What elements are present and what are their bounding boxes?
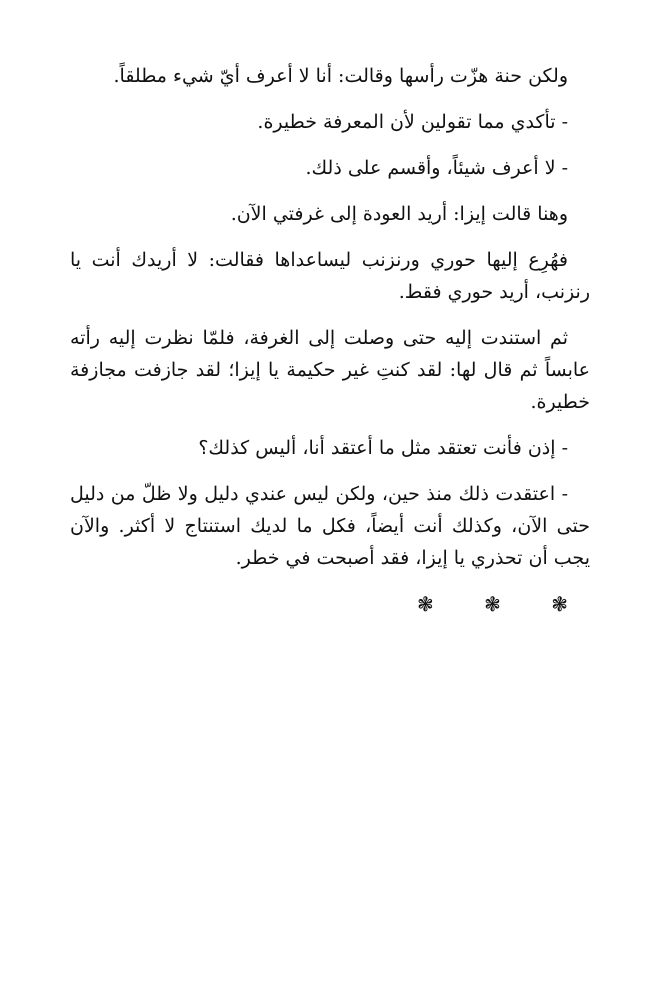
- section-separator: ❃ ❃ ❃: [417, 592, 590, 616]
- paragraph-8: - اعتقدت ذلك منذ حين، ولكن ليس عندي دليل ولا ظلّ من دليل حتى الآن، وكذلك أنت أيضاً، فكل ما لديك استنتاج لا أكثر. والآن يجب أن تحذري يا إيزا، فقد أصبحت في خطر.: [70, 483, 590, 569]
- paragraph-6: ثم استندت إليه حتى وصلت إلى الغرفة، فلمّا نظرت إليه رأته عابساً ثم قال لها: لقد كنتِ غير حكيمة يا إيزا؛ لقد جازفت مجازفة خطيرة.: [70, 327, 590, 413]
- paragraph-3: - لا أعرف شيئاً، وأقسم على ذلك.: [305, 157, 568, 179]
- paragraph-5: فهُرِع إليها حوري ورنزنب ليساعداها فقالت: لا أريدك أنت يا رنزنب، أريد حوري فقط.: [70, 249, 590, 303]
- paragraph-7: - إذن فأنت تعتقد مثل ما أعتقد أنا، أليس كذلك؟: [198, 437, 568, 459]
- paragraph-1: ولكن حنة هزّت رأسها وقالت: أنا لا أعرف أيّ شيء مطلقاً.: [113, 65, 568, 87]
- book-page: [70, 60, 590, 620]
- paragraph-4: وهنا قالت إيزا: أريد العودة إلى غرفتي الآن.: [230, 203, 568, 225]
- paragraph-2: - تأكدي مما تقولين لأن المعرفة خطيرة.: [257, 111, 568, 133]
